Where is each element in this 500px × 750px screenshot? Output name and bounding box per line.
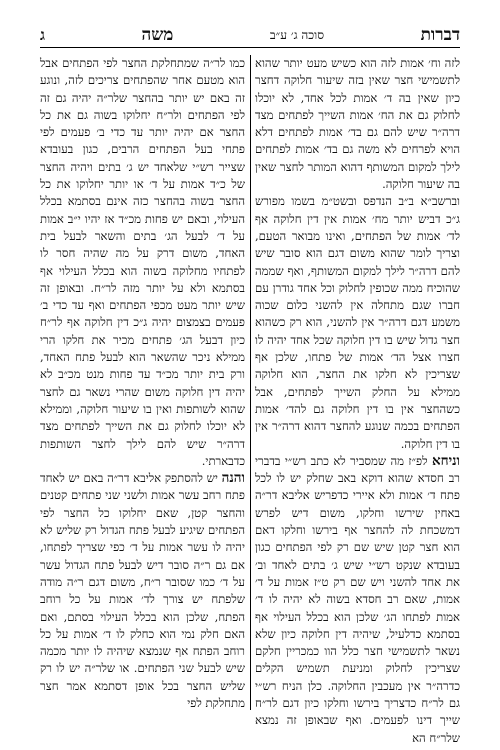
page-letter: ג (40, 25, 45, 44)
paragraph (255, 453, 460, 747)
book-title: דברות (420, 25, 460, 45)
header-rule (40, 47, 460, 48)
paragraph-text: יש להסתפק אליבא דר״ה באם יש לאחד פתח רחב עשר אמות ולשני שני פתחים קטנים והחצר קטן, שאם יחלוקו כל החצר לפי הפתחים שיגיע לבעל פתח הגדול רק שליש לא יהיה לו עשר אמות על ד׳ כפי שצריך לפתחו, אם גם ר״ה סובר דיש לבעל פתח הגדול עשר על ד׳ כמו שסובר ר״ח, משום דגם ר״ה מודה שלפתח יש צורך לד׳ אמות על כל רוחב הפתח, שלכן הוא בכלל העילוי בסתם, ואם האם חלק נמי הוא כחלק לו ד׳ אמות על כל רוחב הפתח אף שנמצא שיהיה לו יותר מכמה שיש לבעל שני הפתחים. או שלר״ה יש לו רק שליש החצר בכל אופן דסתמא אמר חצר מתחלקת לפי (40, 471, 245, 710)
section-keyword: והנה (221, 470, 245, 487)
paragraph: לזה וח׳ אמות לזה הוא כשיש מעט יותר שהוא לתשמישי חצר שאין בזה שיעור חלוקה דחצר כיון שאין בה ד׳ אמות לכל אחד, לא יוכלו לחלוק גם את הח׳ אמות השייך לפתחים מצד דרה״ר שיש להם גם בד׳ אמות לפתחים דלא הויא לפרחים לא משה גם בד׳ אמות לפתחים לילך למקום המשותף דהוא המותר לחצר שאין בה שיעור חלוקה. (255, 56, 460, 192)
paragraph-text: לפ״ז מה שמסביר לא כתב רש״י בדברי רב חסדא שהוא דוקא באב שחלק יש לו לכל פתח ד׳ אמות ולא איירי כדפריש אליבא דר״ה באחין שירשו וחלקו, משום דיש לפרש דמשכחת לה להחצר אף בירשו וחלקו דאם הוא חצר קטן שיש שם רק לפי הפתחים כגון בעובדא שנקט רש״י שיש ג׳ בתים לאחד וב׳ את אחד להשני ויש שם רק ט״ז אמות על ד׳ אמות, שאם רב חסדא בשוה לא יהיה לו ד׳ אמות לפתחו הג׳ שלכן הוא בכלל העילוי אף בסתמא כדלעיל, שיהיה דין חלוקה כיון שלא נשאר לתשמישי חצר כלל הוו כמכריין חלקם שצריכין לחלוק ומניעת תשמיש הקלים כדרה״ר אין מעכבין החלוקה. כלן הניח רש״י גם לר״ח כדצריך בירשו וחלקו כיון דגם לר״ח שייך דינו לפעמים. ואף שבאופן זה נמצא שלר״ח הא (255, 453, 460, 745)
paragraph: כמו לר״ה שמתחלקת החצר לפי הפתחים אבל הוא מטעם אחר שהפתחים צריכים לזה, ונוגע זה באם יש יותר בהחצר שלר״ה יהיה גם זה לפי הפתחים ולר״ח יחלוקו בשוה גם את כל החצר אם יהיה יותר עד כדי ב׳ פעמים לפי פתחי בעל הפתחים הרבים, כגון בעובדא שצייר רש״י שלאחד יש ג׳ בתים ויהיה החצר של כ״ד אמות על ד׳ או יותר יחלוקו את כל החצר בשוה בהחצר כזה אינם בסתמא בכלל העילוי, ובאם יש פחות מכ״ד אז יהיו י״ב אמות על ד׳ לבעל הג׳ בתים והשאר לבעל בית האחד, משום דרק על מה שהיה חסר לו לפתחיו מחלוקה בשוה הוא בכלל העילוי אף בסתמא ולא על יותר מזה לר״ח. ובאופן זה שיש יותר מעט מכפי הפתחים ואף עד כדי ב׳ פעמים בצמצום יהיה ג״כ דין חלוקה אף לר״ח כיון דבעל הג׳ פתחים מכיר את חלקו הרי ממילא ניכר שהשאר הוא לבעל פתח האחד, ורק בית יותר מכ״ד עד פחות מנט מכ״ב לא יהיה דין חלוקה משום שהרי נשאר גם לחצר שהוא לשותפות ואין בו שיעור חלוקה, וממילא לא יוכלו לחלוק גם את השייך לפתחים מצד דרה״ר שיש להם לילך לחצר השותפות כדבארתי. (40, 56, 245, 468)
author-name: משה (141, 25, 174, 45)
text-column-left (40, 55, 245, 712)
running-header (40, 24, 460, 46)
column-divider (250, 55, 251, 710)
text-column-right (255, 55, 460, 747)
paragraph: וברשב״א ב״ב הנדפס ובשט״מ בשמו מפורש ג״כ דביש יותר מח׳ אמות אין דין חלוקה אף לד׳ אמות של הפתחים, ואינו מבואר הטעם, וצריך לומר שהוא משום דגם הוא סובר שיש להם דרה״ר לילך למקום המשותף, ואף שממה שהוכיח ממה שכופין לחלוק וכל אחד גודרן עם חברו שגם מתחלה אין להשני כלום שכוה משמע דגם דרה״ר אין להשני, הוא רק כשהוא חצר גדול שיש בו דין חלוקה שכל אחד יהיה לו חצרו אצל הד׳ אמות של פתחו, שלכן אף שצריכין לא חלקו את החצר, הוא חלוקה ממילא על החלק השייך לפתחים, אבל כשהחצר אין בו דין חלוקה גם להד׳ אמות הפתחים בכמה שנוגע להחצר דהוא דרה״ר אין בו דין חלוקה. (255, 194, 460, 451)
paragraph (40, 470, 245, 712)
tractate-location: סוכה ג׳ ע״ב (269, 27, 325, 42)
section-keyword: וניחא (431, 452, 461, 469)
